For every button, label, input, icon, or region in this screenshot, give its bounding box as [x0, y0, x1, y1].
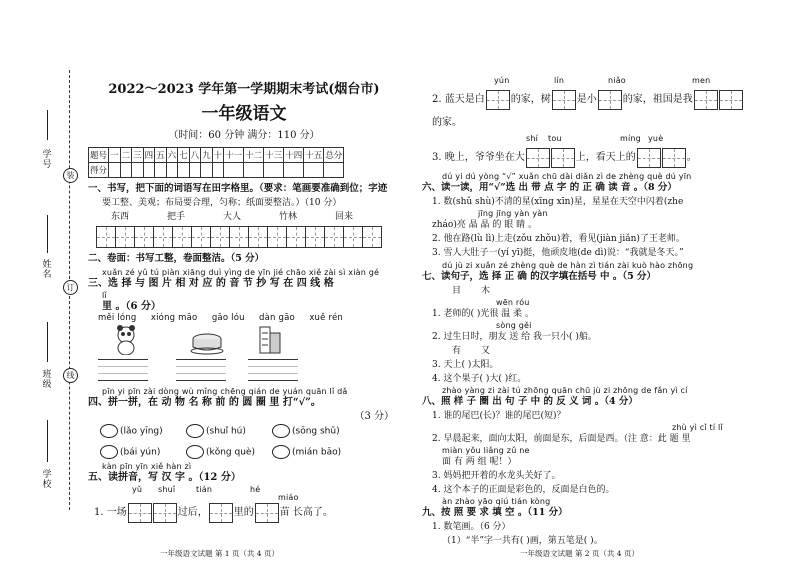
school-label: 学校	[42, 470, 52, 490]
q6-pinyin: dú yi dú yòng “√” xuǎn chū dài diǎn zì de zhèng què dú yīn	[442, 172, 692, 181]
q5-pinyin-word: tián	[196, 485, 213, 494]
q5-text: 过后，	[177, 507, 208, 518]
r-text: 2. 蓝天是白	[432, 94, 485, 105]
right-footer: 一年级语文试题 第 2 页（共 4 页）	[520, 549, 639, 558]
q4-option-label: (bái yún)	[120, 447, 161, 457]
score-cell[interactable]	[143, 163, 155, 178]
q6-item-1b[interactable]: zháo)亮 晶 晶 的 眼 睛 。	[432, 220, 537, 230]
q8-item-1[interactable]: 1. 谁的尾巴(长)？谁的尾巴(短)？	[432, 411, 566, 421]
grid-cell[interactable]	[210, 226, 229, 248]
score-cell[interactable]	[224, 163, 244, 178]
answer-box[interactable]	[526, 148, 550, 168]
score-cell[interactable]	[304, 163, 324, 178]
q8-item-2[interactable]: 2. 早晨起来，面向太阳，前面是东，后面是西。（注 意：此 题 里	[432, 434, 691, 444]
q3-pictures	[88, 323, 400, 387]
table-cell: 六	[166, 148, 178, 163]
r-text: 上，看天上的	[575, 152, 636, 163]
q7-item-2[interactable]: 2. 过生日时，朋友 送 给 我一只小( )船。	[432, 332, 597, 342]
q5-line	[94, 503, 333, 523]
question-6: 六、读一读，用“√”选 出 带 点 字 的 正 确 读 音 。（8 分）	[422, 182, 677, 193]
grid-cell[interactable]	[134, 226, 153, 248]
four-line-grid[interactable]	[98, 359, 148, 381]
q3-options	[98, 314, 343, 323]
score-cell[interactable]	[212, 163, 224, 178]
grid-cell[interactable]	[267, 226, 286, 248]
q4-pinyin: pīn yi pīn zài dòng wù mǐng chēng qián de yuán quān lǐ dǎ	[102, 387, 348, 396]
table-cell: 十四	[284, 148, 304, 163]
binding-circle-zhuang: 装	[63, 168, 78, 183]
q4-option-label: (mián bāo)	[292, 447, 342, 457]
r-sentence-2	[422, 76, 782, 116]
answer-circle[interactable]	[272, 445, 290, 459]
table-cell: 十二	[244, 148, 264, 163]
grid-cell[interactable]	[324, 226, 343, 248]
class-label: 班级	[42, 370, 52, 390]
q5-pinyin: kàn pīn yīn xiě hàn zì	[102, 462, 192, 471]
right-page	[422, 76, 782, 548]
answer-box[interactable]	[153, 503, 177, 523]
grid-cell[interactable]	[191, 226, 210, 248]
score-cell[interactable]	[244, 163, 264, 178]
school-line	[47, 420, 48, 462]
question-8: 八、照 样 子 圈 出 句 子 中 的 反 义 词 。（4 分）	[422, 396, 638, 407]
score-table	[88, 147, 344, 178]
table-cell: 八	[189, 148, 201, 163]
q5-text: 里的	[233, 507, 254, 518]
r-text: 是小	[576, 94, 597, 105]
table-cell: 总分	[324, 148, 344, 163]
q3-pinyin: xuǎn zé yǔ tú piàn xiāng duì yìng de yīn jié chāo xiě zài sì xiàn gé	[102, 268, 380, 277]
q5-sentence	[88, 485, 400, 525]
question-9: 九、按 照 要 求 填 空 。（11 分）	[422, 507, 568, 518]
class-line	[47, 322, 48, 362]
r-line-2-end: 的家。	[432, 117, 462, 128]
q5-pinyin-word: shuǐ	[158, 485, 176, 494]
table-cell: 十	[212, 148, 224, 163]
q6-item-2[interactable]: 2. 他在路(lù lì)上走(zǒu zhǒu)着，看见(jiàn jiǎn)了王老师。	[432, 234, 685, 244]
r-text: 3. 晚上，爷爷坐在大	[432, 152, 525, 163]
score-cell[interactable]	[178, 163, 190, 178]
question-1-line1: 一、书写，把下面的词语写在田字格里。（要求：笔画要准确到位；字迹	[88, 183, 388, 194]
building-icon	[256, 323, 284, 355]
score-cell[interactable]	[201, 163, 213, 178]
q3-option: měi lóng	[98, 313, 137, 323]
score-cell[interactable]	[264, 163, 284, 178]
r-pinyin: men	[692, 76, 711, 85]
grid-cell[interactable]	[343, 226, 362, 248]
r-pinyin: yún	[494, 76, 510, 85]
answer-box[interactable]	[694, 90, 718, 110]
question-5: 五、读拼音，写 汉 字 。（12 分）	[88, 472, 241, 483]
q4-option[interactable]	[272, 445, 358, 460]
answer-box[interactable]	[255, 503, 279, 523]
q4-option[interactable]	[272, 424, 358, 439]
table-cell: 题号	[89, 148, 109, 163]
r-text: 。	[686, 152, 697, 163]
q7-item-3[interactable]: 3. 天上( )太阳。	[432, 360, 499, 370]
r-sentence-3	[422, 134, 782, 172]
q4-option[interactable]	[186, 424, 272, 439]
score-cell[interactable]	[132, 163, 144, 178]
table-cell: 十一	[224, 148, 244, 163]
answer-circle[interactable]	[272, 424, 290, 438]
q7-item-1[interactable]: 1. 老师的( )光很 温 柔 。	[432, 309, 534, 319]
score-cell[interactable]	[284, 163, 304, 178]
left-footer: 一年级语文试题 第 1 页（共 4 页）	[160, 549, 279, 558]
r-pinyin: míng	[620, 134, 641, 143]
q4-option[interactable]	[100, 424, 186, 439]
q4-option-label: (lǎo yīng)	[120, 426, 163, 437]
q4-option-label: (shuǐ hú)	[206, 426, 246, 437]
q4-options	[100, 424, 400, 459]
name-line	[47, 215, 48, 253]
q7-1-pinyin: wēn róu	[496, 298, 530, 307]
binding-margin	[0, 0, 85, 561]
q1-word: 竹林	[278, 212, 297, 222]
q3-option: xuě rén	[309, 313, 343, 323]
score-cell[interactable]	[324, 163, 344, 178]
four-line-grid[interactable]	[248, 359, 298, 381]
score-cell[interactable]	[166, 163, 178, 178]
answer-circle[interactable]	[100, 424, 118, 438]
q9-pinyin: àn zhào yāo qiú tián kòng	[442, 497, 551, 506]
answer-circle[interactable]	[186, 424, 204, 438]
four-line-grid[interactable]	[176, 359, 226, 381]
grid-cell[interactable]	[172, 226, 191, 248]
q8-item-3[interactable]: 3. 妈妈把开着的水龙头关好了。	[432, 471, 561, 481]
question-1-line2: 要工整、美观；布局要合理，匀称；纸面要整洁。）（10 分）	[102, 198, 342, 208]
score-cell[interactable]	[155, 163, 167, 178]
q8-item-4[interactable]: 4. 这个本子的正面是彩色的，反面是白色的。	[432, 485, 615, 495]
q9-item-1a[interactable]: （1）“半”字一共有( )画，第五笔是( )。	[442, 536, 603, 546]
table-cell: 十三	[264, 148, 284, 163]
answer-circle[interactable]	[186, 445, 204, 459]
r-text: 的家，树	[510, 94, 551, 105]
q5-pinyin-word: hé	[250, 485, 261, 494]
exam-title: 2022～2023 学年第一学期期末考试(烟台市)	[108, 82, 380, 97]
r-line-3	[432, 148, 697, 168]
panda-icon	[112, 325, 140, 355]
answer-box[interactable]	[128, 503, 152, 523]
q6-item-1-pinyin: jīng jīng yàn yàn	[478, 209, 548, 218]
q1-word: 回来	[334, 212, 353, 222]
q3-option: gāo lóu	[211, 313, 245, 323]
question-2: 二、卷面：书写工整，卷面整洁。（5 分）	[88, 253, 265, 264]
answer-box[interactable]	[598, 90, 622, 110]
grid-cell[interactable]	[248, 226, 267, 248]
q4-option[interactable]	[186, 445, 272, 460]
grid-cell[interactable]	[362, 226, 382, 248]
r-text: 的家，祖国是我	[622, 94, 693, 105]
table-cell: 四	[143, 148, 155, 163]
q8-item-2b: 面 有 两 组 呢！）	[442, 457, 517, 467]
binding-circle-xian: 线	[63, 368, 78, 383]
grid-cell[interactable]	[153, 226, 172, 248]
q5-pinyin-word: miáo	[278, 493, 299, 502]
q9-item-1: 1. 数笔画。（6 分）	[432, 522, 511, 532]
grid-cell[interactable]	[96, 226, 115, 248]
answer-circle[interactable]	[100, 445, 118, 459]
score-cell[interactable]	[189, 163, 201, 178]
q3-option: dàn gāo	[259, 313, 295, 323]
q5-text: 1. 一场	[94, 507, 127, 518]
answer-box[interactable]	[551, 148, 575, 168]
r-pinyin: niǎo	[608, 76, 626, 85]
answer-box[interactable]	[486, 90, 510, 110]
q3-option: xióng māo	[150, 313, 198, 323]
q1-writing-grid[interactable]	[88, 226, 400, 250]
r-pinyin: shí	[526, 134, 539, 143]
cake-icon	[190, 331, 224, 355]
q1-word-list	[92, 210, 372, 224]
grid-cell[interactable]	[115, 226, 134, 248]
table-cell: 二	[120, 148, 132, 163]
q1-word: 东西	[110, 212, 129, 222]
q8-pinyin: zhào yàng zi zài tú zhōng quān chū jù zi zhōng de fǎn yì cí	[442, 386, 688, 395]
q4-option-label: (sōng shǔ)	[292, 426, 340, 437]
answer-box[interactable]	[552, 90, 576, 110]
table-cell: 三	[132, 148, 144, 163]
time-info: （时间：60 分钟 满分：110 分）	[168, 130, 320, 141]
answer-box[interactable]	[662, 148, 686, 168]
q7-item-4[interactable]: 4. 这个果子( )大( )红。	[432, 374, 527, 384]
name-label: 姓名	[42, 260, 52, 280]
answer-box[interactable]	[637, 148, 661, 168]
r-line-2	[432, 90, 743, 110]
student-number-line	[47, 110, 48, 140]
question-4-line1: 四、拼一拼，在 动 物 名 称 前 的 圆 圈 里 打“√”。	[88, 397, 321, 408]
q4-points: （3 分）	[354, 411, 394, 422]
question-3-line1: 三、选 择 与 图 片 相 对 应 的 音 节 抄 写 在 四 线 格	[88, 278, 334, 289]
question-3-line2: 里 。（6 分）	[102, 301, 161, 312]
binding-circle-ding: 订	[63, 280, 78, 295]
subject-title: 一年级语文	[201, 104, 287, 124]
score-cell[interactable]	[120, 163, 132, 178]
score-value-row	[89, 163, 344, 178]
q5-pinyin-word: yǔ	[132, 485, 143, 494]
grid-cell[interactable]	[229, 226, 248, 248]
q8-item-2b-pinyin: miàn yǒu liǎng zǔ ne	[442, 446, 530, 455]
table-cell: 九	[201, 148, 213, 163]
q6-item-1[interactable]: 1. 数(shǔ shù)不清的星(xīng xīn)星，星星在天空中闪着(zhe	[432, 197, 684, 207]
student-number-label: 学号	[42, 150, 52, 170]
r-pinyin: lín	[554, 76, 565, 85]
grid-cell[interactable]	[305, 226, 324, 248]
score-cell[interactable]	[109, 163, 121, 178]
table-cell: 七	[178, 148, 190, 163]
q1-word: 大人	[222, 212, 241, 222]
q7-choices-1: 目 木	[452, 286, 491, 296]
q1-word: 把手	[166, 212, 185, 222]
r-pinyin: tou	[548, 134, 562, 143]
table-cell: 五	[155, 148, 167, 163]
table-cell: 一	[109, 148, 121, 163]
q7-pinyin: dú jù zi xuǎn zé zhèng què de hàn zì tián zài kuò hào zhōng	[442, 261, 694, 270]
answer-box[interactable]	[209, 503, 233, 523]
answer-box[interactable]	[719, 90, 743, 110]
q4-option-label: (kǒng què)	[206, 447, 255, 457]
q5-text: 苗 长高了。	[279, 507, 333, 518]
q7-choices-2: 有 又	[452, 346, 491, 356]
r-pinyin: yuè	[648, 134, 664, 143]
question-7: 七、读句子，选 择 正 确 的汉字填在括号 中 。（5 分）	[422, 271, 657, 282]
left-page	[88, 60, 400, 525]
q3-pinyin2: lǐ	[102, 291, 107, 300]
table-cell: 十五	[304, 148, 324, 163]
q4-option[interactable]	[100, 445, 186, 460]
table-cell: 得分	[89, 163, 109, 178]
grid-cell[interactable]	[286, 226, 305, 248]
q6-item-3[interactable]: 3. 雪人大肚子一(yí yī)挺，他顽皮地(de dì)说：“我就是冬天。”	[432, 248, 684, 258]
score-header-row	[89, 148, 344, 163]
q8-item-2-pinyin: zhù yì cǐ tí lǐ	[672, 423, 723, 432]
q7-2-pinyin: sòng gěi	[496, 321, 532, 330]
